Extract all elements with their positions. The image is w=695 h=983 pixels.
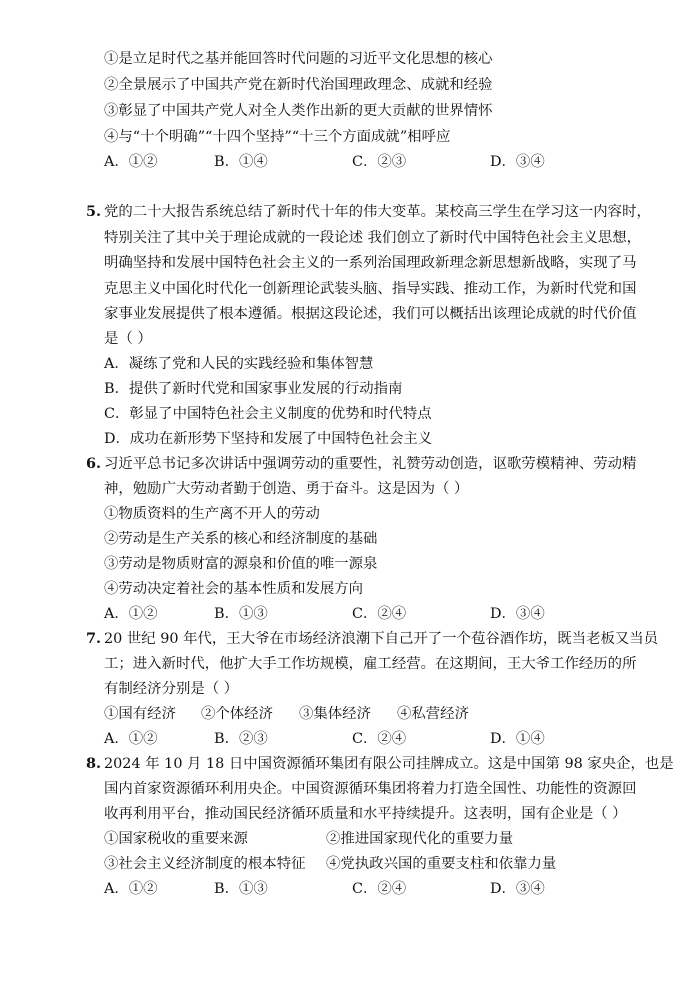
q8-item-1: ①国家税收的重要来源 [104, 831, 248, 847]
q4-item-2: ②全景展示了中国共产党在新时代治国理政理念、成就和经验 [104, 77, 493, 93]
q6-item-3: ③劳动是物质财富的源泉和价值的唯一源泉 [104, 556, 378, 572]
q7-item-2: ②个体经济 [201, 706, 273, 722]
q5-choice-b: B．提供了新时代党和国家事业发展的行动指南 [104, 381, 403, 397]
q4-options [104, 153, 624, 171]
q5-stem-line-5: 家事业发展提供了根本遵循。根据这段论述，我们可以概括出该理论成就的时代价值 [104, 306, 637, 322]
q5-stem-line-6: 是（ ） [104, 331, 152, 347]
q6-options [104, 605, 624, 623]
q6-item-4: ④劳动决定着社会的基本性质和发展方向 [104, 581, 364, 597]
q7-options [104, 730, 624, 748]
q8-item-4: ④党执政兴国的重要支柱和依靠力量 [326, 856, 557, 872]
q5-stem-line-3: 明确坚持和发展中国特色社会主义的一系列治国理政新理念新思想新战略，实现了马 [104, 255, 637, 271]
q6-option-d: D．③④ [490, 606, 545, 622]
q4-option-d: D．③④ [490, 154, 545, 170]
q7-item-4: ④私营经济 [397, 706, 469, 722]
q5-stem-line-4: 克思主义中国化时代化一创新理论武装头脑、指导实践、推动工作，为新时代党和国 [104, 281, 637, 297]
q4-item-1: ①是立足时代之基并能回答时代问题的习近平文化思想的核心 [104, 51, 493, 67]
q7-stem-line-3: 有制经济分别是（ ） [104, 681, 239, 697]
q4-option-b: B．①④ [214, 154, 268, 170]
q7-stem-line-2: 工；进入新时代，他扩大手工作坊规模，雇工经营。在这期间，王大爷工作经历的所 [104, 656, 637, 672]
q8-item-2: ②推进国家现代化的重要力量 [326, 831, 514, 847]
q8-items-row-2 [104, 855, 624, 873]
q8-option-a: A．①② [104, 881, 158, 897]
q8-option-d: D．③④ [490, 881, 545, 897]
q5-choice-d: D．成功在新形势下坚持和发展了中国特色社会主义 [104, 431, 433, 447]
q7-option-c: C．②④ [352, 731, 407, 747]
q8-stem-line-1: 2024 年 10 月 18 日中国资源循环集团有限公司挂牌成立。这是中国第 98 家央企，也是 [104, 756, 674, 772]
q8-option-c: C．②④ [352, 881, 407, 897]
q8-number: 8. [86, 755, 102, 772]
q4-item-4: ④与“十个明确”“十四个坚持”“十三个方面成就”相呼应 [104, 129, 451, 145]
q7-item-1: ①国有经济 [104, 706, 176, 722]
q5-number: 5. [86, 203, 102, 220]
q8-options [104, 880, 624, 898]
q7-number: 7. [86, 630, 102, 647]
q7-option-b: B．②③ [214, 731, 268, 747]
q4-item-3: ③彰显了中国共产党人对全人类作出新的更大贡献的世界情怀 [104, 103, 493, 119]
q5-stem-line-1: 党的二十大报告系统总结了新时代十年的伟大变革。某校高三学生在学习这一内容时， [104, 204, 651, 220]
q6-item-2: ②劳动是生产关系的核心和经济制度的基础 [104, 531, 378, 547]
q8-stem-line-2: 国内首家资源循环利用央企。中国资源循环集团将着力打造全国性、功能性的资源回 [104, 781, 637, 797]
q7-items [104, 705, 624, 723]
q6-stem-line-2: 神，勉励广大劳动者勤于创造、勇于奋斗。这是因为（ ） [104, 481, 469, 497]
q6-number: 6. [86, 455, 102, 472]
q6-stem-line-1: 习近平总书记多次讲话中强调劳动的重要性，礼赞劳动创造，讴歌劳模精神、劳动精 [104, 456, 637, 472]
q8-stem-line-3: 收再利用平台，推动国民经济循环质量和水平持续提升。这表明，国有企业是（ ） [104, 806, 627, 822]
q7-stem-line-1: 20 世纪 90 年代，王大爷在市场经济浪潮下自己开了一个苞谷酒作坊，既当老板又当员 [104, 631, 659, 647]
q6-option-b: B．①③ [214, 606, 268, 622]
q7-option-a: A．①② [104, 731, 158, 747]
q7-item-3: ③集体经济 [299, 706, 371, 722]
q4-option-c: C．②③ [352, 154, 407, 170]
q5-choice-c: C．彰显了中国特色社会主义制度的优势和时代特点 [104, 406, 432, 422]
q6-option-c: C．②④ [352, 606, 407, 622]
q5-stem-line-2: 特别关注了其中关于理论成就的一段论述 我们创立了新时代中国特色社会主义思想， [104, 230, 642, 246]
q6-option-a: A．①② [104, 606, 158, 622]
q8-item-3: ③社会主义经济制度的根本特征 [104, 856, 306, 872]
q6-item-1: ①物质资料的生产离不开人的劳动 [104, 506, 320, 522]
q8-option-b: B．①③ [214, 881, 268, 897]
q4-option-a: A．①② [104, 154, 158, 170]
q7-option-d: D．①④ [490, 731, 545, 747]
q8-items-row-1 [104, 830, 624, 848]
q5-choice-a: A．凝练了党和人民的实践经验和集体智慧 [104, 356, 374, 372]
